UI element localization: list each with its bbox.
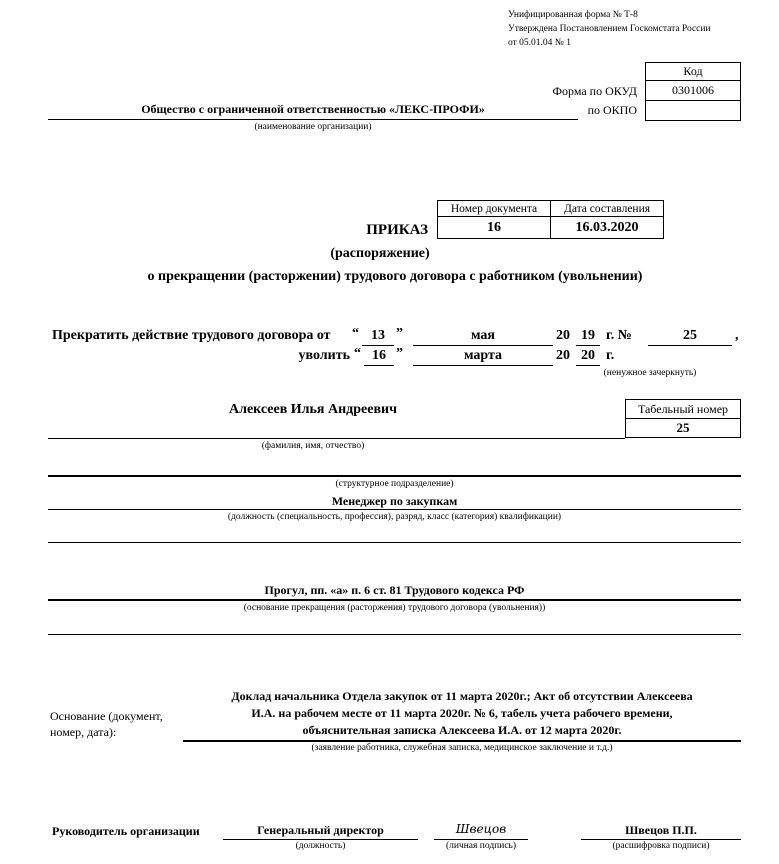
termination-day: 13 xyxy=(371,328,385,343)
employee-name: Алексеев Илья Андреевич xyxy=(229,402,397,417)
open-quote: “ xyxy=(352,326,359,341)
basis-label-line1: Основание (документ, xyxy=(50,709,163,723)
close-quote-2: ” xyxy=(396,346,403,361)
basis-line1: Доклад начальника Отдела закупок от 11 марта 2020г.; Акт об отсутствии Алексеева xyxy=(231,689,693,703)
signature-decoding: Швецов П.П. xyxy=(625,823,697,837)
dismiss-day: 16 xyxy=(372,348,386,363)
okud-value: 0301006 xyxy=(646,81,741,101)
organization-name: Общество с ограниченной ответственностью «ЛЕКС-ПРОФИ» xyxy=(141,102,485,116)
basis-documents xyxy=(183,688,741,739)
reason-hint: (основание прекращения (расторжения) трудового договора (увольнения)) xyxy=(243,603,546,613)
basis-label xyxy=(50,708,163,740)
year-prefix: 20 xyxy=(556,328,570,343)
okpo-label: по ОКПО xyxy=(587,103,637,117)
termination-reason: Прогул, пп. «а» п. 6 ст. 81 Трудового кодекса РФ xyxy=(264,583,525,597)
employee-position: Менеджер по закупкам xyxy=(331,494,458,508)
doc-number: 16 xyxy=(438,217,551,239)
basis-line3: объяснительная записка Алексеева И.А. от 12 марта 2020г. xyxy=(302,723,622,737)
basis-label-line2: номер, дата): xyxy=(50,725,117,739)
doc-number-header: Номер документа xyxy=(438,201,551,217)
tab-number-table xyxy=(625,399,741,438)
dismiss-year: 20 xyxy=(581,348,595,363)
termination-month: мая xyxy=(470,328,495,343)
close-quote: ” xyxy=(396,326,403,341)
codes-header: Код xyxy=(646,63,741,81)
basis-line2: И.А. на рабочем месте от 11 марта 2020г. № 6, табель учета рабочего времени, xyxy=(251,706,673,720)
year-prefix-2: 20 xyxy=(556,348,570,363)
signatory-position-hint: (должность) xyxy=(295,841,346,851)
sign-hint: (личная подпись) xyxy=(445,841,517,851)
signatory-position: Генеральный директор xyxy=(257,823,384,837)
form-header-line1: Унифицированная форма № Т-8 xyxy=(508,10,638,20)
department-hint: (структурное подразделение) xyxy=(335,479,454,489)
g-no-label: г. № xyxy=(606,328,632,343)
form-header xyxy=(508,8,711,50)
termination-label: Прекратить действие трудового договора от xyxy=(52,328,331,343)
doc-date: 16.03.2020 xyxy=(551,217,664,239)
signature-handwritten: Швецов xyxy=(455,822,507,836)
codes-table xyxy=(645,62,741,121)
doc-date-header: Дата составления xyxy=(551,201,664,217)
contract-number: 25 xyxy=(683,328,697,343)
form-header-line3: от 05.01.04 № 1 xyxy=(508,38,571,48)
g-label: г. xyxy=(606,348,615,363)
tab-number: 25 xyxy=(626,419,741,438)
form-header-line2: Утверждена Постановлением Госкомстата России xyxy=(508,24,711,34)
termination-year: 19 xyxy=(581,328,595,343)
termination-hint: (ненужное зачеркнуть) xyxy=(603,368,697,378)
decoding-hint: (расшифровка подписи) xyxy=(612,841,710,851)
doc-heading: о прекращении (расторжении) трудового договора с работником (увольнении) xyxy=(147,269,643,284)
position-hint: (должность (специальность, профессия), разряд, класс (категория) квалификации) xyxy=(227,512,562,522)
employee-name-hint: (фамилия, имя, отчество) xyxy=(261,441,365,451)
doc-subtitle: (распоряжение) xyxy=(330,246,430,261)
doc-table xyxy=(437,200,664,239)
doc-title: ПРИКАЗ xyxy=(366,222,428,238)
basis-hint: (заявление работника, служебная записка, медицинское заключение и т.д.) xyxy=(311,743,613,753)
organization-hint: (наименование организации) xyxy=(254,122,372,132)
open-quote-2: “ xyxy=(354,346,361,361)
okpo-value xyxy=(646,101,741,121)
signature-label: Руководитель организации xyxy=(52,824,200,838)
dismiss-label: уволить xyxy=(298,348,350,363)
okud-label: Форма по ОКУД xyxy=(552,84,637,98)
dismiss-month: марта xyxy=(463,348,503,363)
tab-number-header: Табельный номер xyxy=(626,400,741,419)
comma: , xyxy=(735,328,739,343)
